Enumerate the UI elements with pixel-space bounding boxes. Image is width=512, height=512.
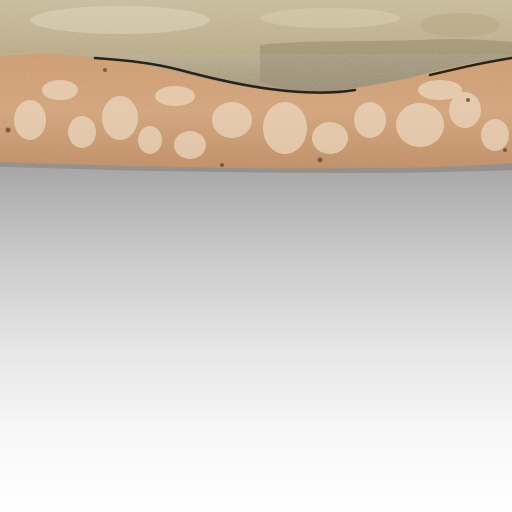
stone-slab xyxy=(0,0,512,175)
